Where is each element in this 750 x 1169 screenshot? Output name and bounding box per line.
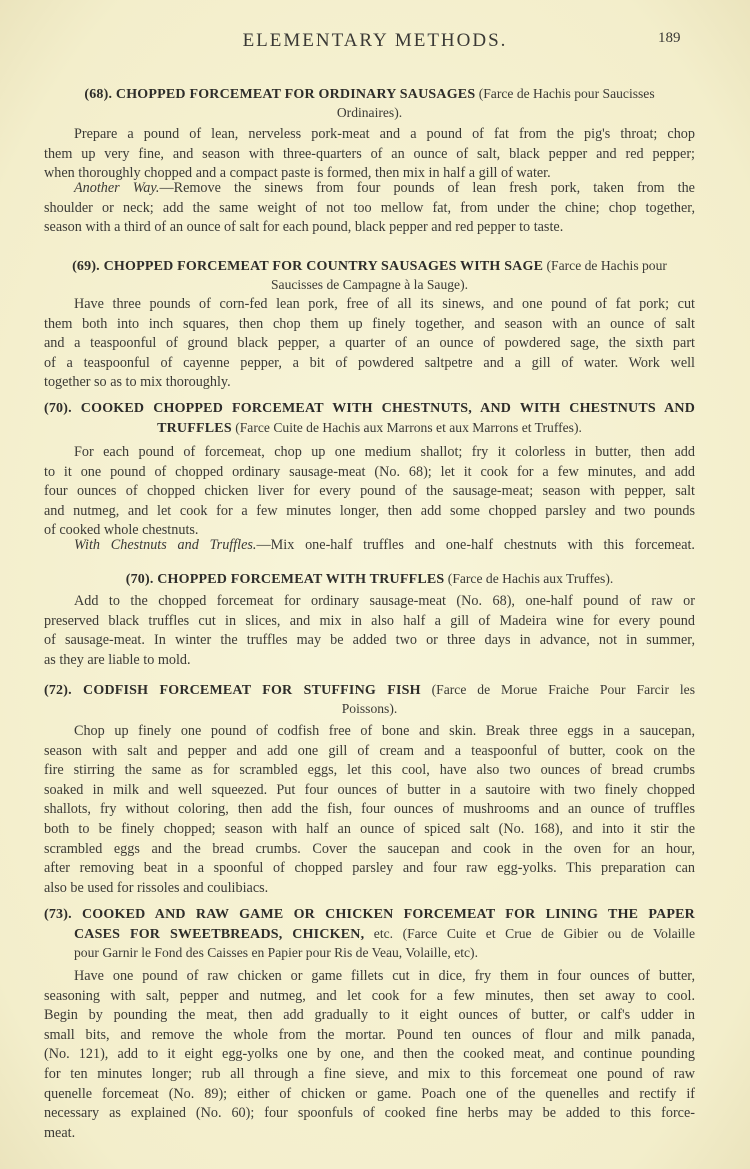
- text-line: [44, 334, 695, 354]
- text-line: [44, 840, 695, 860]
- line-text: small bits, and remove the whole from the mortar. Pound ten ounces of flour and milk panada,: [44, 1026, 695, 1043]
- recipe-heading: [44, 905, 695, 962]
- text-line: [44, 536, 695, 556]
- line-text: as they are liable to mold.: [44, 651, 191, 668]
- line-text: and nutmeg, and let cook for a few minutes longer, then add some chopped parsley and two pounds: [44, 502, 695, 519]
- heading-line: [44, 84, 695, 103]
- line-text: after removing beat in a spoonful of chopped parsley and four raw egg-yolks. This preparation can: [44, 860, 695, 877]
- line-text: fire stirring the same as for scrambled eggs, let this cool, have also two ounces of bread crumbs: [44, 762, 695, 779]
- text-line: [44, 1045, 695, 1065]
- line-text: scrambled eggs and the bread crumbs. Cover the saucepan and cook in the oven for an hour,: [44, 840, 695, 857]
- line-text: to it one pound of chopped ordinary sausage-meat (No. 68); let it cook for a few minutes, and add: [44, 463, 695, 480]
- line-text: also be used for rissoles and coulibiacs.: [44, 879, 269, 896]
- heading-title: (70). COOKED CHOPPED FORCEMEAT WITH CHESTNUTS, AND WITH CHESTNUTS AND: [44, 401, 695, 416]
- line-text: Add to the chopped forcemeat for ordinary sausage-meat (No. 68), one-half pound of raw or: [74, 593, 695, 609]
- text-line: [44, 179, 695, 199]
- text-line: [44, 502, 695, 522]
- text-line: [44, 315, 695, 335]
- line-text: them up very fine, and season with three-quarters of an ounce of salt, black pepper and red pepper;: [44, 145, 695, 162]
- line-text: of cooked whole chestnuts.: [44, 522, 199, 539]
- text-line: [44, 199, 695, 219]
- line-text: shoulder or neck; add the same weight of not too mellow fat, from under the chine; chop together,: [44, 199, 695, 216]
- line-text: season with a third of an ounce of salt for each pound, black pepper and red pepper to taste.: [44, 219, 564, 236]
- recipe-heading: [44, 84, 695, 122]
- line-text: them both into inch squares, then chop them up finely together, and season with an ounce of salt: [44, 315, 695, 332]
- text-line: [44, 722, 695, 742]
- heading-french-title: (Farce de Hachis aux Truffes).: [444, 571, 614, 586]
- line-text: Prepare a pound of lean, nerveless pork-meat and a pound of fat from the pig's throat; chop: [74, 126, 695, 142]
- recipe-paragraph: [44, 722, 695, 898]
- line-text: of a teaspoonful of cayenne pepper, a bit of powdered saltpetre and a gill of water. Work well: [44, 354, 695, 371]
- text-line: [44, 800, 695, 820]
- text-line: [44, 879, 695, 899]
- heading-line: [44, 275, 695, 294]
- line-text: quenelle forcemeat (No. 89); either of chicken or game. Poach one of the quenelles and rectify if: [44, 1085, 695, 1102]
- page-number: 189: [658, 30, 681, 46]
- heading-title: (68). CHOPPED FORCEMEAT FOR ORDINARY SAUSAGES: [84, 87, 476, 102]
- recipe-paragraph: [44, 967, 695, 1143]
- line-text: Have three pounds of corn-fed lean pork, free of all its sinews, and one pound of fat pork; cut: [74, 296, 695, 312]
- heading-line: [44, 569, 695, 588]
- heading-french-title: etc. (Farce Cuite et Crue de Gibier ou de Volaille: [364, 926, 696, 941]
- recipe-paragraph: [44, 536, 695, 556]
- text-line: [44, 145, 695, 165]
- line-text: when thoroughly chopped and a compact paste is formed, then mix in half a gill of water.: [44, 165, 551, 182]
- text-line: [44, 761, 695, 781]
- line-text: seasoning with salt, pepper and nutmeg, and let cook for a few minutes, then set away to cool.: [44, 987, 695, 1004]
- text-line: [44, 742, 695, 762]
- line-text: for ten minutes longer; rub all through a fine sieve, and mix to this forcemeat one pound of raw: [44, 1065, 695, 1082]
- line-text: Begin by pounding the meat, then add gradually to it eight ounces of butter, or calf's udder in: [44, 1007, 695, 1024]
- text-line: [44, 482, 695, 502]
- line-text: —Mix one-half truffles and one-half chestnuts with this forcemeat.: [256, 537, 695, 553]
- text-line: [44, 373, 695, 393]
- heading-title: (70). CHOPPED FORCEMEAT WITH TRUFFLES: [125, 572, 445, 587]
- line-text: soaked in milk and well squeezed. Put four ounces of butter in a sautoire with two finely chopped: [44, 781, 695, 798]
- heading-line: [44, 418, 695, 437]
- recipe-paragraph: [44, 125, 695, 184]
- running-head: ELEMENTARY METHODS.: [242, 30, 508, 51]
- line-text: of sausage-meat. In winter the truffles may be added two or three days in advance, not in summer,: [44, 632, 695, 649]
- line-text: preserved black truffles cut in slices, and mix in also half a gill of Madeira wine for every pound: [44, 612, 695, 629]
- heading-line: [44, 103, 695, 122]
- text-line: [44, 1085, 695, 1105]
- heading-line: [44, 943, 695, 962]
- text-line: [44, 651, 695, 671]
- heading-line: [44, 905, 695, 924]
- text-line: [44, 463, 695, 483]
- text-line: [44, 612, 695, 632]
- heading-french-title: pour Garnir le Fond des Caisses en Papier pour Ris de Veau, Volaille, etc).: [74, 945, 478, 960]
- heading-title: (72). CODFISH FORCEMEAT FOR STUFFING FISH: [44, 683, 421, 698]
- line-text: (No. 121), add to it eight egg-yolks one by one, and then the cooked meat, and continue pounding: [44, 1046, 695, 1063]
- line-text: both to be finely chopped; season with half an ounce of spiced salt (No. 168), and into it stir the: [44, 820, 695, 837]
- heading-title: CASES FOR SWEETBREADS, CHICKEN,: [74, 927, 365, 942]
- heading-french-title: (Farce de Hachis pour Saucisses: [475, 86, 655, 101]
- line-text: and a teaspoonful of ground black pepper, a quarter of an ounce of powdered sage, the sixth part: [44, 335, 695, 352]
- text-line: [44, 1065, 695, 1085]
- recipe-heading: [44, 399, 695, 437]
- heading-title: TRUFFLES: [157, 421, 232, 436]
- line-text: meat.: [44, 1124, 76, 1141]
- heading-line: [44, 680, 695, 699]
- text-line: [44, 967, 695, 987]
- text-line: [44, 354, 695, 374]
- heading-french-title: Saucisses de Campagne à la Sauge).: [270, 277, 469, 292]
- text-line: [44, 1104, 695, 1124]
- text-line: [44, 1026, 695, 1046]
- text-line: [44, 592, 695, 612]
- recipe-heading: [44, 680, 695, 718]
- line-text: shallots, fry without coloring, then add the fish, four ounces of mushrooms and an ounce of truffles: [44, 801, 695, 818]
- line-text: For each pound of forcemeat, chop up one medium shallot; fry it colorless in butter, then add: [74, 444, 695, 460]
- recipe-heading: [44, 569, 695, 588]
- heading-line: [44, 256, 695, 275]
- text-line: [44, 820, 695, 840]
- heading-french-title: (Farce de Hachis pour: [543, 258, 667, 273]
- line-text: Chop up finely one pound of codfish free of bone and skin. Break three eggs in a saucepan,: [74, 723, 695, 739]
- text-line: [44, 295, 695, 315]
- line-text: season with salt and pepper and add one gill of cream and a teaspoonful of butter, cook on the: [44, 742, 695, 759]
- line-text: four ounces of chopped chicken liver for every pound of the sausage-meat; season with pepper, salt: [44, 483, 695, 500]
- heading-line: [44, 699, 695, 718]
- line-text: Have one pound of raw chicken or game fillets cut in dice, fry them in four ounces of butter,: [74, 968, 695, 984]
- heading-title: (73). COOKED AND RAW GAME OR CHICKEN FORCEMEAT FOR LINING THE PAPER: [44, 907, 695, 922]
- recipe-heading: [44, 256, 695, 294]
- recipe-paragraph: [44, 179, 695, 238]
- text-line: [44, 443, 695, 463]
- text-line: [44, 1006, 695, 1026]
- heading-line: [44, 399, 695, 418]
- text-line: [44, 859, 695, 879]
- heading-french-title: (Farce de Morue Fraiche Pour Farcir les: [420, 682, 695, 697]
- recipe-paragraph: [44, 592, 695, 670]
- text-line: [44, 631, 695, 651]
- text-line: [44, 1124, 695, 1144]
- heading-french-title: (Farce Cuite de Hachis aux Marrons et aux Marrons et Truffes).: [231, 420, 582, 435]
- recipe-paragraph: [44, 295, 695, 393]
- italic-lead: With Chestnuts and Truffles.: [74, 537, 257, 553]
- text-line: [44, 125, 695, 145]
- heading-french-title: Ordinaires).: [336, 105, 403, 120]
- line-text: necessary as explained (No. 60); four spoonfuls of cooked fine herbs may be added to this force-: [44, 1105, 695, 1122]
- italic-lead: Another Way.: [74, 180, 160, 196]
- heading-line: [44, 924, 695, 943]
- line-text: together so as to mix thoroughly.: [44, 374, 231, 391]
- text-line: [44, 218, 695, 238]
- text-line: [44, 781, 695, 801]
- heading-title: (69). CHOPPED FORCEMEAT FOR COUNTRY SAUSAGES WITH SAGE: [72, 259, 544, 274]
- recipe-paragraph: [44, 443, 695, 541]
- heading-french-title: Poissons).: [341, 701, 398, 716]
- line-text: —Remove the sinews from four pounds of lean fresh pork, taken from the: [159, 180, 695, 196]
- text-line: [44, 987, 695, 1007]
